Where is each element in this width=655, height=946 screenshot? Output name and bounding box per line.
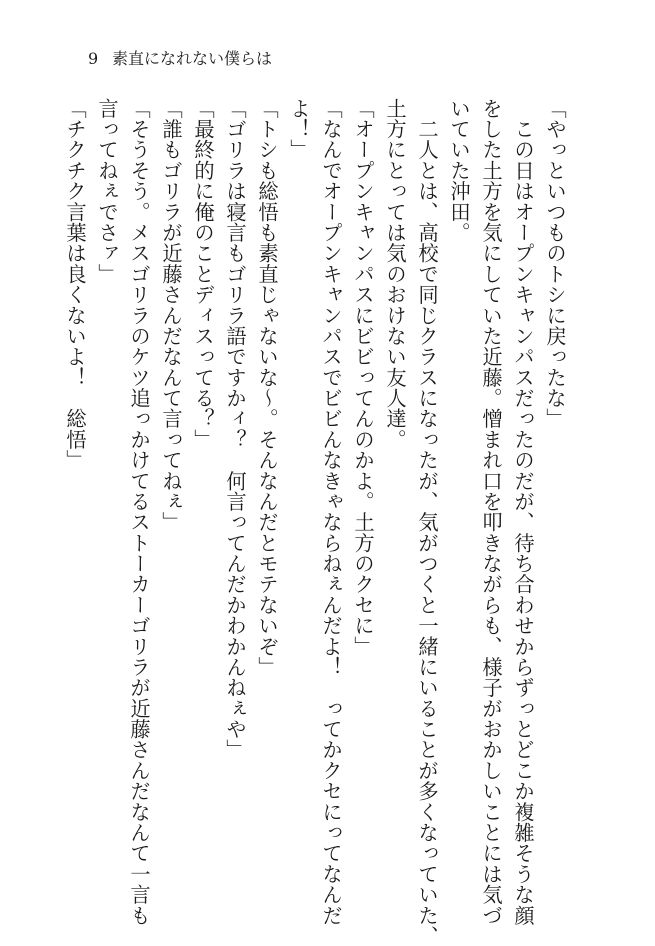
text-line: 「そうそう。メスゴリラのケツ追っかけてるストーカーゴリラが近藤さんだなんて一言も xyxy=(127,98,151,926)
text-line: 「トシも総悟も素直じゃないな～。そんなんだとモテないぞ」 xyxy=(255,98,279,678)
text-line: 「誰もゴリラが近藤さんだなんて言ってねぇ」 xyxy=(159,98,183,533)
text-line: 言ってねぇでさァ」 xyxy=(95,98,119,285)
text-line: 土方にとっては気のおけない友人達。 xyxy=(383,98,407,450)
running-header xyxy=(88,49,272,69)
text-line: 「ゴリラは寝言もゴリラ語ですかィ？ 何言ってんだかわかんねぇや」 xyxy=(223,98,247,761)
page-number: 9 xyxy=(88,49,99,68)
text-line: 「オープンキャンパスにビビってんのかよ。土方のクセに」 xyxy=(351,98,375,657)
vertical-body-text xyxy=(59,98,571,946)
text-line: 二人とは、高校で同じクラスになったが、気がつくと一緒にいることが多くなっていた、 xyxy=(415,98,439,946)
text-line: 「最終的に俺のことディスってる？」 xyxy=(191,98,215,450)
text-line: 「やっといつものトシに戻ったな」 xyxy=(543,98,567,430)
text-line: 「チクチク言葉は良くないよ！ 総悟」 xyxy=(63,98,87,471)
text-line: よ！」 xyxy=(287,98,311,161)
chapter-title: 素直になれない僕らは xyxy=(112,49,273,68)
text-line: 「なんでオープンキャンパスでビビんなきゃならねぇんだよ！ ってかクセにってなんだ xyxy=(319,98,343,926)
text-line: この日はオープンキャンパスだったのだが、待ち合わせからずっとどこか複雑そうな顔 xyxy=(511,98,535,926)
text-line: をした土方を気にしていた近藤。憎まれ口を叩きながらも、様子がおかしいことには気づ xyxy=(479,98,503,926)
text-line: いていた沖田。 xyxy=(447,98,471,243)
